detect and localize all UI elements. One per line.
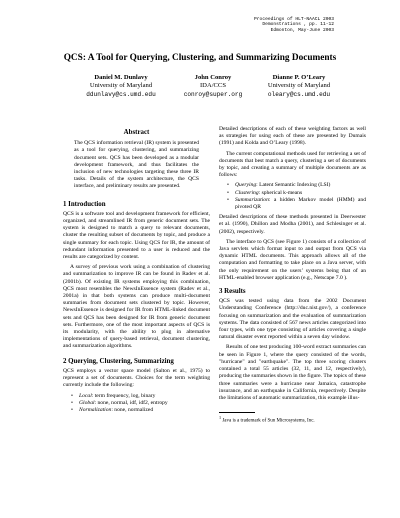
list-item-lead: Global <box>79 399 95 406</box>
proceedings-header <box>164 17 334 33</box>
section-heading-introduction: 1 Introduction <box>63 200 106 208</box>
weighting-list <box>63 393 210 415</box>
abstract-heading: Abstract <box>123 129 150 136</box>
paragraph: Detailed descriptions of these methods presented in Deerwester et al. (1990), Dhillon and Modha (2001), and Schlesinger et al. (2002), respectively. <box>219 214 366 235</box>
paragraph: The current computational methods used for retrieving a set of documents that best match a query, clustering a set of documents by topic, and creating a summary of multiple documents are as follows: <box>219 150 366 179</box>
proceedings-line: Edmonton, May-June 2003 <box>270 27 334 33</box>
list-item-text: : a hidden Markov model (HMM) and pivoted QR <box>235 196 366 211</box>
paragraph: A survey of previous work using a combination of clustering and summarization to improve IR can be found in Radev et al. (2001b). Of existing IR systems employing this combination, QCS most resembles the NewsInEssence system (Radev et al., 2001a) in that both systems can produce multi-document summaries from document sets clustered by topic. However, NewsInEssence is designed for IR from HTML-linked document sets and QCS has been designed for IR from generic document sets. Furthermore, one of the most important aspects of QCS is its modularity, with the ability to plug in alternative implementations of query-based retrieval, document clustering, and summarization algorithms. <box>63 264 210 350</box>
paragraph: QCS employs a vector space model (Salton et al., 1975) to represent a set of documents. Choices for the term weighting currently include the following: <box>63 367 210 389</box>
list-item-text: : none, normal, idf, idf2, entropy <box>94 399 168 406</box>
author-email: ddunlavy@cs.umd.edu <box>86 90 156 98</box>
author-block <box>229 74 369 99</box>
list-item-text: : spherical k-means <box>258 189 303 196</box>
paper-title: QCS: A Tool for Querying, Clustering, and Summarizing Documents <box>63 53 337 63</box>
list-item <box>235 197 366 211</box>
footnote-text: Java is a trademark of Sun Microsystems, Inc. <box>222 418 315 424</box>
paragraph: Results of one test producing 100-word extract summaries can be seen in Figure 1, where the query consisted of the words, "hurricane" and "earthquake". The top three scoring clusters contained a total 55 articles (32, 11, and 12, respectively), producing the summaries shown in the figure. The topics of these three summaries were a hurricane near Jamaica, catastrophe insurance, and an earthquake in California, respectively. Despite the limitations of automatic summarization, this example illus- <box>219 344 366 401</box>
list-item <box>79 400 210 407</box>
abstract-text: The QCS information retrieval (IR) system is presented as a tool for querying, clustering, and summarizing document sets. QCS has been developed as a modular development framework, and thus facilitates the inclusion of new technologies targeting these three IR tasks. Details of the system architecture, the QCS interface, and preliminary results are presented. <box>74 140 199 190</box>
list-item-lead: Querying <box>235 182 257 189</box>
list-item <box>79 407 210 414</box>
author-name: Daniel M. Dunlavy <box>94 74 148 81</box>
paragraph: QCS was tested using data from the 2002 Document Understanding Conference (http://duc.nist.gov/), a conference focusing on summarization and the evaluation of summarization systems. The data consisted of 567 news articles categorized into four types, with one type consisting of articles covering a single natural disaster event reported within a seven day window. <box>219 298 366 341</box>
footnote-rule <box>219 412 255 413</box>
list-item-text: : term frequency, log, binary <box>91 392 156 399</box>
author-email: oleary@cs.umd.edu <box>267 90 331 98</box>
methods-list <box>219 182 366 211</box>
list-item-lead: Summarization <box>235 196 269 203</box>
paragraph: Detailed descriptions of each of these weighting factors as well as strategies for using each of these are presented by Dumais (1991) and Kolda and O’Leary (1998). <box>219 126 366 147</box>
left-column <box>63 126 210 417</box>
section-heading-results: 3 Results <box>219 288 246 296</box>
author-email: conroy@super.org <box>183 90 243 98</box>
paragraph: The interface to QCS (see Figure 1) consists of a collection of Java servlets which format input to and output from QCS via dynamic HTML documents. This approach allows all of the computation and formatting to take place on a Java server, with the only requirement on the users’ systems being that of an HTML-enabled browser application (e.g., Netscape 7.0 ). <box>219 238 366 281</box>
list-item-text: : none, normalized <box>111 406 154 413</box>
proceedings-line: Proceedings of HLT-NAACL 2003 <box>254 17 334 22</box>
paragraph: QCS is a software tool and development framework for efficient, organized, and streamlined IR from generic document sets. The system is designed to match a query to relevant documents, cluster the resulting subset of documents by topic, and produce a single summary for each topic. Using QCS for IR, the amount of redundant information presented to a user is reduced and the results are categorized by content. <box>63 210 210 261</box>
author-affiliation: University of Maryland <box>267 82 331 90</box>
author-name: John Conroy <box>194 74 232 81</box>
list-item-lead: Clustering <box>235 189 259 196</box>
section-heading-qcs: 2 Querying, Clustering, Summarizing <box>63 357 174 365</box>
author-name: Dianne P. O’Leary <box>272 74 326 81</box>
list-item <box>235 190 366 197</box>
right-column <box>219 126 366 425</box>
list-item-lead: Normalization <box>79 406 112 413</box>
list-item <box>235 182 366 189</box>
proceedings-line: Demonstrations , pp. 11-12 <box>262 22 334 28</box>
list-item-lead: Local <box>79 392 92 399</box>
list-item <box>79 393 210 400</box>
author-affiliation: IDA/CCS <box>199 82 226 90</box>
footnote: $^1$ Java is a trademark of Sun Microsystems, Inc. <box>219 415 315 424</box>
list-item-text: : Latent Semantic Indexing (LSI) <box>256 182 331 189</box>
author-affiliation: University of Maryland <box>89 82 153 90</box>
